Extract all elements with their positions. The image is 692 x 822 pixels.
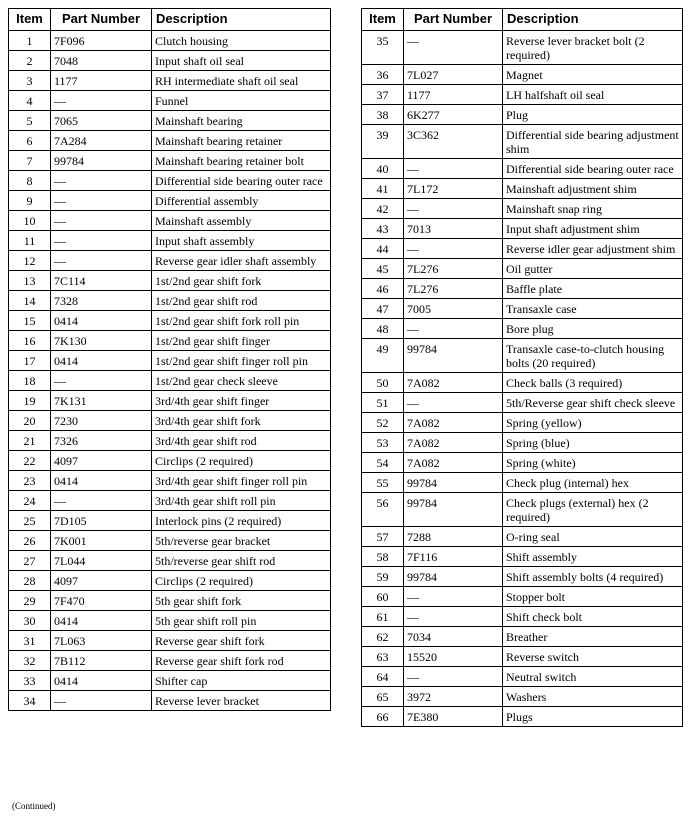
part-number-cell: 7A082 — [404, 453, 503, 473]
part-number-cell: 7C114 — [51, 271, 152, 291]
item-cell: 42 — [362, 199, 404, 219]
description-cell: Breather — [503, 627, 683, 647]
part-number-cell: 7326 — [51, 431, 152, 451]
item-cell: 19 — [9, 391, 51, 411]
part-number-cell: 4097 — [51, 451, 152, 471]
item-cell: 38 — [362, 105, 404, 125]
description-column-header: Description — [152, 9, 331, 31]
item-cell: 63 — [362, 647, 404, 667]
part-number-cell: 7034 — [404, 627, 503, 647]
description-cell: Spring (yellow) — [503, 413, 683, 433]
part-number-cell: 7005 — [404, 299, 503, 319]
part-number-cell: — — [404, 319, 503, 339]
item-cell: 2 — [9, 51, 51, 71]
description-cell: Plugs — [503, 707, 683, 727]
description-cell: Reverse lever bracket bolt (2 required) — [503, 31, 683, 65]
description-cell: 1st/2nd gear shift rod — [152, 291, 331, 311]
item-cell: 56 — [362, 493, 404, 527]
part-number-cell: 99784 — [404, 339, 503, 373]
description-cell: Magnet — [503, 65, 683, 85]
table-row — [362, 453, 683, 473]
table-row — [9, 131, 331, 151]
part-number-cell: 7F470 — [51, 591, 152, 611]
description-cell: Clutch housing — [152, 31, 331, 51]
item-cell: 24 — [9, 491, 51, 511]
part-number-cell: 7L276 — [404, 259, 503, 279]
item-cell: 66 — [362, 707, 404, 727]
description-cell: 5th gear shift fork — [152, 591, 331, 611]
table-row — [9, 191, 331, 211]
part-number-cell: 0414 — [51, 351, 152, 371]
item-cell: 33 — [9, 671, 51, 691]
description-cell: 3rd/4th gear shift rod — [152, 431, 331, 451]
part-number-column-header: Part Number — [51, 9, 152, 31]
description-cell: Funnel — [152, 91, 331, 111]
item-column-header: Item — [9, 9, 51, 31]
item-cell: 34 — [9, 691, 51, 711]
table-row — [362, 473, 683, 493]
item-cell: 54 — [362, 453, 404, 473]
item-cell: 55 — [362, 473, 404, 493]
description-cell: 3rd/4th gear shift finger — [152, 391, 331, 411]
table-row — [362, 239, 683, 259]
description-cell: 5th/reverse gear shift rod — [152, 551, 331, 571]
table-row — [362, 319, 683, 339]
part-number-cell: 99784 — [404, 473, 503, 493]
table-row — [9, 591, 331, 611]
description-cell: 3rd/4th gear shift finger roll pin — [152, 471, 331, 491]
description-cell: Transaxle case-to-clutch housing bolts (20 required) — [503, 339, 683, 373]
item-cell: 11 — [9, 231, 51, 251]
item-cell: 45 — [362, 259, 404, 279]
item-cell: 7 — [9, 151, 51, 171]
part-number-cell: 7065 — [51, 111, 152, 131]
part-number-cell: 7D105 — [51, 511, 152, 531]
item-cell: 57 — [362, 527, 404, 547]
item-cell: 43 — [362, 219, 404, 239]
part-number-cell: 7328 — [51, 291, 152, 311]
item-cell: 35 — [362, 31, 404, 65]
table-row — [9, 91, 331, 111]
part-number-cell: 7L276 — [404, 279, 503, 299]
table-row — [362, 547, 683, 567]
table-row — [9, 451, 331, 471]
item-cell: 15 — [9, 311, 51, 331]
part-number-cell: 7L063 — [51, 631, 152, 651]
description-cell: Mainshaft bearing — [152, 111, 331, 131]
item-cell: 26 — [9, 531, 51, 551]
description-cell: Bore plug — [503, 319, 683, 339]
description-cell: Neutral switch — [503, 667, 683, 687]
part-number-cell: — — [404, 239, 503, 259]
description-cell: Spring (white) — [503, 453, 683, 473]
description-cell: 5th/reverse gear bracket — [152, 531, 331, 551]
description-cell: Mainshaft bearing retainer bolt — [152, 151, 331, 171]
item-cell: 51 — [362, 393, 404, 413]
table-row — [9, 311, 331, 331]
item-cell: 53 — [362, 433, 404, 453]
description-cell: Reverse switch — [503, 647, 683, 667]
part-number-cell: — — [51, 371, 152, 391]
table-row — [362, 299, 683, 319]
part-number-cell: — — [51, 251, 152, 271]
table-row — [362, 707, 683, 727]
part-number-cell: 0414 — [51, 311, 152, 331]
table-row — [9, 411, 331, 431]
table-row — [362, 567, 683, 587]
part-number-column-header: Part Number — [404, 9, 503, 31]
item-cell: 10 — [9, 211, 51, 231]
description-cell: Plug — [503, 105, 683, 125]
part-number-cell: 7F096 — [51, 31, 152, 51]
description-cell: Differential side bearing outer race — [503, 159, 683, 179]
item-cell: 4 — [9, 91, 51, 111]
description-cell: O-ring seal — [503, 527, 683, 547]
description-cell: 5th/Reverse gear shift check sleeve — [503, 393, 683, 413]
item-cell: 1 — [9, 31, 51, 51]
table-row — [9, 551, 331, 571]
part-number-cell: 3C362 — [404, 125, 503, 159]
description-column-header: Description — [503, 9, 683, 31]
item-cell: 8 — [9, 171, 51, 191]
table-row — [9, 171, 331, 191]
left-table-body — [9, 31, 331, 711]
part-number-cell: 7L027 — [404, 65, 503, 85]
part-number-cell: 7048 — [51, 51, 152, 71]
description-cell: 3rd/4th gear shift roll pin — [152, 491, 331, 511]
part-number-cell: 7A082 — [404, 433, 503, 453]
table-row — [362, 527, 683, 547]
part-number-cell: — — [51, 691, 152, 711]
part-number-cell: 7B112 — [51, 651, 152, 671]
description-cell: Washers — [503, 687, 683, 707]
table-row — [9, 71, 331, 91]
description-cell: 1st/2nd gear check sleeve — [152, 371, 331, 391]
item-cell: 36 — [362, 65, 404, 85]
table-row — [362, 627, 683, 647]
item-cell: 5 — [9, 111, 51, 131]
table-row — [9, 111, 331, 131]
description-cell: Input shaft assembly — [152, 231, 331, 251]
part-number-cell: — — [51, 91, 152, 111]
table-row — [362, 687, 683, 707]
item-cell: 27 — [9, 551, 51, 571]
description-cell: 1st/2nd gear shift fork — [152, 271, 331, 291]
part-number-cell: 7A082 — [404, 413, 503, 433]
table-row — [9, 331, 331, 351]
part-number-cell: — — [404, 393, 503, 413]
item-cell: 18 — [9, 371, 51, 391]
item-cell: 41 — [362, 179, 404, 199]
table-row — [362, 607, 683, 627]
description-cell: Reverse lever bracket — [152, 691, 331, 711]
item-cell: 48 — [362, 319, 404, 339]
table-row — [9, 511, 331, 531]
part-number-cell: 7230 — [51, 411, 152, 431]
continued-note: (Continued) — [12, 801, 56, 811]
table-row — [9, 631, 331, 651]
table-row — [9, 51, 331, 71]
table-row — [9, 251, 331, 271]
item-cell: 61 — [362, 607, 404, 627]
table-row — [362, 31, 683, 65]
item-cell: 58 — [362, 547, 404, 567]
item-cell: 22 — [9, 451, 51, 471]
description-cell: Reverse gear shift fork — [152, 631, 331, 651]
part-number-cell: 1177 — [51, 71, 152, 91]
item-cell: 52 — [362, 413, 404, 433]
item-cell: 13 — [9, 271, 51, 291]
table-row — [362, 413, 683, 433]
description-cell: 3rd/4th gear shift fork — [152, 411, 331, 431]
description-cell: Interlock pins (2 required) — [152, 511, 331, 531]
description-cell: Differential assembly — [152, 191, 331, 211]
table-row — [9, 211, 331, 231]
description-cell: Input shaft adjustment shim — [503, 219, 683, 239]
item-cell: 6 — [9, 131, 51, 151]
item-cell: 49 — [362, 339, 404, 373]
description-cell: Mainshaft bearing retainer — [152, 131, 331, 151]
item-column-header: Item — [362, 9, 404, 31]
parts-table-right — [361, 8, 683, 727]
item-cell: 37 — [362, 85, 404, 105]
part-number-cell: 15520 — [404, 647, 503, 667]
table-row — [362, 373, 683, 393]
table-row — [9, 471, 331, 491]
part-number-cell: 7K131 — [51, 391, 152, 411]
item-cell: 47 — [362, 299, 404, 319]
description-cell: Stopper bolt — [503, 587, 683, 607]
description-cell: Check balls (3 required) — [503, 373, 683, 393]
table-row — [362, 259, 683, 279]
table-row — [362, 647, 683, 667]
item-cell: 12 — [9, 251, 51, 271]
part-number-cell: 7E380 — [404, 707, 503, 727]
part-number-cell: 7A082 — [404, 373, 503, 393]
item-cell: 20 — [9, 411, 51, 431]
item-cell: 17 — [9, 351, 51, 371]
table-row — [362, 667, 683, 687]
item-cell: 23 — [9, 471, 51, 491]
part-number-cell: 99784 — [404, 493, 503, 527]
table-row — [362, 85, 683, 105]
part-number-cell: — — [404, 667, 503, 687]
item-cell: 25 — [9, 511, 51, 531]
table-row — [9, 491, 331, 511]
part-number-cell: 7F116 — [404, 547, 503, 567]
part-number-cell: 99784 — [51, 151, 152, 171]
part-number-cell: 4097 — [51, 571, 152, 591]
description-cell: 5th gear shift roll pin — [152, 611, 331, 631]
right-table-body — [362, 31, 683, 727]
header-row — [362, 9, 683, 31]
table-row — [9, 431, 331, 451]
item-cell: 40 — [362, 159, 404, 179]
table-row — [9, 291, 331, 311]
part-number-cell: — — [404, 607, 503, 627]
item-cell: 62 — [362, 627, 404, 647]
description-cell: Oil gutter — [503, 259, 683, 279]
description-cell: Spring (blue) — [503, 433, 683, 453]
part-number-cell: 1177 — [404, 85, 503, 105]
item-cell: 28 — [9, 571, 51, 591]
part-number-cell: — — [51, 191, 152, 211]
description-cell: Shift assembly — [503, 547, 683, 567]
description-cell: Shifter cap — [152, 671, 331, 691]
description-cell: 1st/2nd gear shift finger roll pin — [152, 351, 331, 371]
item-cell: 14 — [9, 291, 51, 311]
item-cell: 3 — [9, 71, 51, 91]
description-cell: 1st/2nd gear shift fork roll pin — [152, 311, 331, 331]
part-number-cell: 7L044 — [51, 551, 152, 571]
table-row — [9, 691, 331, 711]
description-cell: Reverse gear idler shaft assembly — [152, 251, 331, 271]
description-cell: Reverse idler gear adjustment shim — [503, 239, 683, 259]
table-row — [9, 571, 331, 591]
table-row — [362, 179, 683, 199]
part-number-cell: 0414 — [51, 471, 152, 491]
table-row — [362, 339, 683, 373]
item-cell: 9 — [9, 191, 51, 211]
table-row — [9, 271, 331, 291]
parts-table-left — [8, 8, 331, 711]
item-cell: 16 — [9, 331, 51, 351]
item-cell: 32 — [9, 651, 51, 671]
table-row — [9, 391, 331, 411]
table-row — [9, 151, 331, 171]
table-row — [9, 671, 331, 691]
part-number-cell: — — [404, 587, 503, 607]
table-row — [362, 219, 683, 239]
description-cell: Mainshaft adjustment shim — [503, 179, 683, 199]
table-row — [9, 611, 331, 631]
header-row — [9, 9, 331, 31]
item-cell: 46 — [362, 279, 404, 299]
description-cell: Transaxle case — [503, 299, 683, 319]
part-number-cell: — — [51, 171, 152, 191]
description-cell: Differential side bearing outer race — [152, 171, 331, 191]
part-number-cell: 7A284 — [51, 131, 152, 151]
description-cell: Input shaft oil seal — [152, 51, 331, 71]
table-row — [362, 105, 683, 125]
part-number-cell: — — [51, 231, 152, 251]
table-row — [9, 231, 331, 251]
part-number-cell: 7013 — [404, 219, 503, 239]
table-row — [362, 125, 683, 159]
table-row — [362, 433, 683, 453]
part-number-cell: — — [51, 211, 152, 231]
table-row — [9, 31, 331, 51]
description-cell: LH halfshaft oil seal — [503, 85, 683, 105]
description-cell: Shift check bolt — [503, 607, 683, 627]
item-cell: 59 — [362, 567, 404, 587]
description-cell: Reverse gear shift fork rod — [152, 651, 331, 671]
description-cell: Mainshaft assembly — [152, 211, 331, 231]
description-cell: Shift assembly bolts (4 required) — [503, 567, 683, 587]
description-cell: Circlips (2 required) — [152, 451, 331, 471]
item-cell: 65 — [362, 687, 404, 707]
description-cell: Differential side bearing adjustment shim — [503, 125, 683, 159]
part-number-cell: 0414 — [51, 611, 152, 631]
table-row — [362, 199, 683, 219]
table-row — [362, 587, 683, 607]
description-cell: Baffle plate — [503, 279, 683, 299]
part-number-cell: 3972 — [404, 687, 503, 707]
table-row — [9, 371, 331, 391]
table-row — [362, 159, 683, 179]
table-row — [9, 651, 331, 671]
description-cell: 1st/2nd gear shift finger — [152, 331, 331, 351]
part-number-cell: 7K001 — [51, 531, 152, 551]
part-number-cell: 7L172 — [404, 179, 503, 199]
part-number-cell: — — [404, 199, 503, 219]
item-cell: 44 — [362, 239, 404, 259]
description-cell: Mainshaft snap ring — [503, 199, 683, 219]
part-number-cell: — — [404, 31, 503, 65]
part-number-cell: 7K130 — [51, 331, 152, 351]
part-number-cell: — — [51, 491, 152, 511]
table-row — [362, 493, 683, 527]
item-cell: 21 — [9, 431, 51, 451]
item-cell: 31 — [9, 631, 51, 651]
table-row — [362, 65, 683, 85]
item-cell: 29 — [9, 591, 51, 611]
part-number-cell: 6K277 — [404, 105, 503, 125]
item-cell: 60 — [362, 587, 404, 607]
description-cell: Circlips (2 required) — [152, 571, 331, 591]
item-cell: 64 — [362, 667, 404, 687]
table-row — [362, 279, 683, 299]
part-number-cell: 0414 — [51, 671, 152, 691]
description-cell: RH intermediate shaft oil seal — [152, 71, 331, 91]
part-number-cell: 99784 — [404, 567, 503, 587]
part-number-cell: 7288 — [404, 527, 503, 547]
item-cell: 30 — [9, 611, 51, 631]
description-cell: Check plug (internal) hex — [503, 473, 683, 493]
table-row — [9, 351, 331, 371]
item-cell: 50 — [362, 373, 404, 393]
item-cell: 39 — [362, 125, 404, 159]
description-cell: Check plugs (external) hex (2 required) — [503, 493, 683, 527]
table-row — [9, 531, 331, 551]
part-number-cell: — — [404, 159, 503, 179]
table-row — [362, 393, 683, 413]
